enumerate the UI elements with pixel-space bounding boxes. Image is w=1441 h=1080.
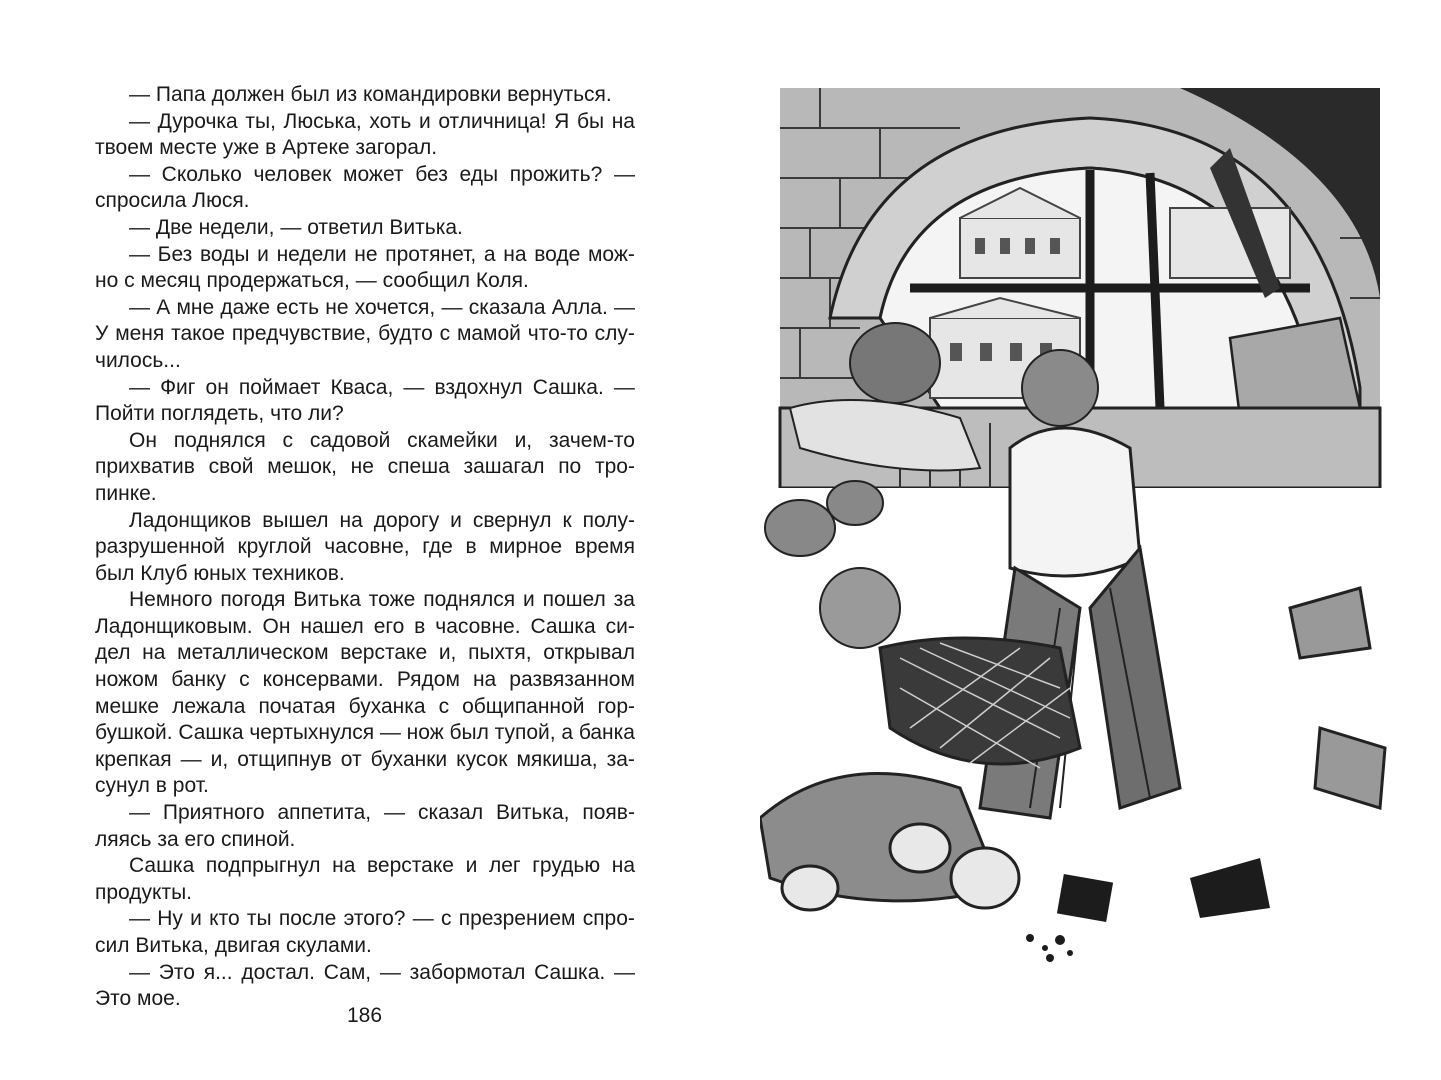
text-line: — Папа должен был из командировки вернуться. xyxy=(129,83,612,106)
text-line: У меня такое предчувствие, будто с мамой что-то слу- xyxy=(95,322,635,346)
text-line: сил Витька, двигая скулами. xyxy=(95,934,372,957)
text-line: — Это я... достал. Сам, — забормотал Сашка. — xyxy=(129,960,635,984)
text-line: разрушенной круглой часовне, где в мирное время xyxy=(95,535,635,559)
text-line: — Фиг он поймает Кваса, — вздохнул Сашка. — xyxy=(129,375,635,399)
text-line: мешке лежала початая буханка с общипанной гор- xyxy=(95,694,635,718)
text-line: дел на металлическом верстаке и, пыхтя, открывал xyxy=(95,641,635,665)
text-line: пинке. xyxy=(95,481,157,505)
text-line: продукты. xyxy=(95,880,192,904)
text-line: ножом банку с консервами. Рядом на развязанном xyxy=(95,668,635,692)
book-illustration-icon xyxy=(760,88,1400,988)
text-line: — А мне даже есть не хочется, — сказала Алла. — xyxy=(129,295,635,319)
text-line: — Сколько человек может без еды прожить? — xyxy=(129,162,635,186)
text-line: Сашка подпрыгнул на верстаке и лег грудью на xyxy=(129,854,635,878)
text-line: — Дурочка ты, Люська, хоть и отличница! Я бы на xyxy=(129,109,635,133)
text-column xyxy=(95,82,635,1013)
text-line: сунул в рот. xyxy=(95,774,209,798)
text-line: Ладонщиковым. Он нашел его в часовне. Сашка си- xyxy=(95,614,635,638)
text-line: — Приятного аппетита, — сказал Витька, появ- xyxy=(129,801,635,825)
text-line: — Две недели, — ответил Витька. xyxy=(129,215,463,239)
bread-loaf xyxy=(850,323,940,403)
text-line: Пойти поглядеть, что ли? xyxy=(95,402,344,426)
text-line: Немного погодя Витька тоже поднялся и пошел за xyxy=(129,588,635,612)
text-line: но с месяц продержаться, — сообщил Коля. xyxy=(95,269,529,293)
text-line: крепкая — и, отщипнув от буханки кусок мякиша, за- xyxy=(95,747,635,771)
text-line: Он поднялся с садовой скамейки и, зачем-то xyxy=(129,428,635,452)
text-line: спросила Люся. xyxy=(95,189,250,213)
text-line: бушкой. Сашка чертыхнулся — нож был тупой, а банка xyxy=(95,721,635,745)
text-line: — Без воды и недели не протянет, а на воде мож- xyxy=(129,242,635,266)
text-line: прихватив свой мешок, не спеша зашагал по тро- xyxy=(95,455,635,479)
text-line: ляясь за его спиной. xyxy=(95,827,296,851)
text-line: Ладонщиков вышел на дорогу и свернул к полу- xyxy=(129,508,635,532)
text-line: Это мое. xyxy=(95,987,181,1011)
text-line: — Ну и кто ты после этого? — с презрением спро- xyxy=(129,907,635,931)
text-line: твоем месте уже в Артеке загорал. xyxy=(95,136,438,160)
text-line: чилось... xyxy=(95,348,181,372)
illustration-drawing xyxy=(760,88,1400,988)
page-number: 186 xyxy=(347,1004,383,1027)
text-line: был Клуб юных техников. xyxy=(95,561,345,585)
